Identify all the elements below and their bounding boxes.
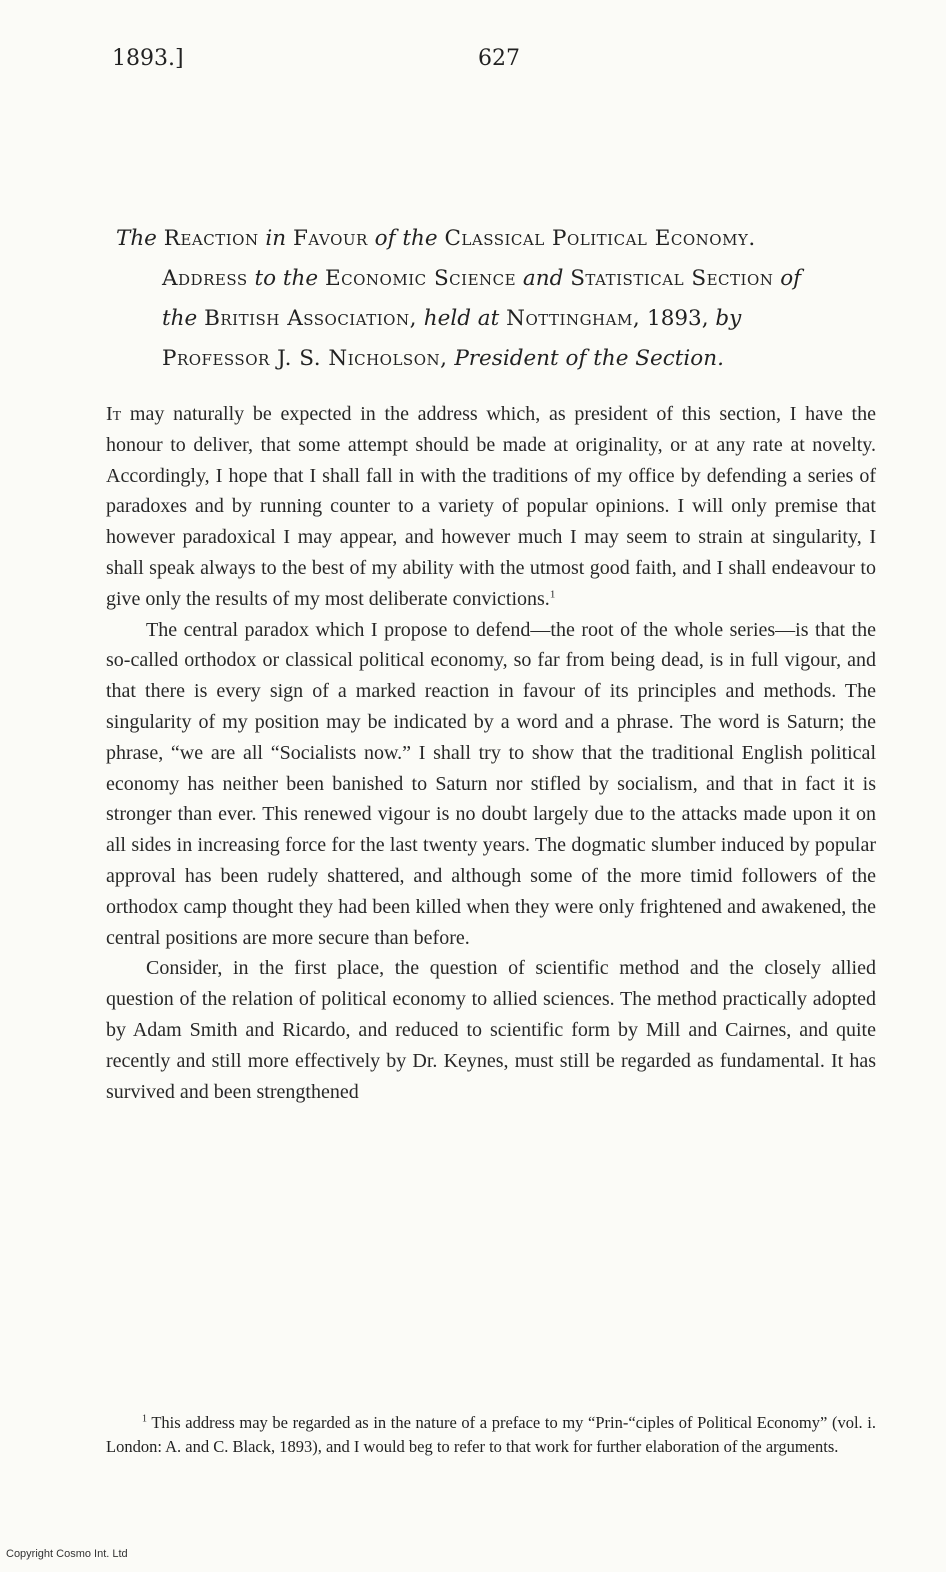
footnote-reference[interactable]: 1: [549, 588, 556, 601]
running-head: [112, 46, 876, 82]
body-text: [106, 399, 876, 1107]
page-number: 627: [478, 46, 520, 71]
title-line-4: Professor J. S. Nicholson, President of the Section.: [162, 346, 724, 371]
paragraph-3: Consider, in the first place, the question of scientific method and the closely allied question of the relation of political economy to allied sciences. The method practically adopted by Adam Smith and Ricardo, and reduced to scientific form by Mill and Cairnes, and quite recently and still more effectively by Dr. Keynes, must still be regarded as fundamental. It has survived and been strengthened: [106, 957, 876, 1103]
article-title: [116, 219, 886, 379]
footnote-marker: 1: [142, 1413, 147, 1425]
title-line-2: Address to the Economic Science and Statistical Section of: [162, 266, 802, 291]
paragraph-1: It may naturally be expected in the address which, as president of this section, I have the honour to deliver, that some attempt should be made at originality, or at any rate at novelty. Accordingly, I hope that I shall fall in with the traditions of my office by defending a series of paradoxes and by running counter to a variety of popular opinions. I will only premise that however paradoxical I may appear, and however much I may seem to strain at singularity, I shall speak always to the best of my ability with the utmost good faith, and I shall endeavour to give only the results of my most deliberate convictions.$^1$: [106, 403, 876, 610]
copyright-watermark: Copyright Cosmo Int. Ltd: [6, 1548, 128, 1560]
footnote-text: This address may be regarded as in the nature of a preface to my “Prin-“ciples of Political Economy” (vol. i. London: A. and C. Black, 1893), and I would beg to refer to that work for further elaboration of the arguments.: [106, 1413, 876, 1456]
footnote: [106, 1411, 876, 1459]
title-line-1: The Reaction in Favour of the Classical Political Economy.: [116, 226, 756, 251]
journal-year: 1893.]: [112, 46, 184, 71]
title-line-3: the British Association, held at Nottingham, 1893, by: [162, 306, 742, 331]
paragraph-2: The central paradox which I propose to defend—the root of the whole series—is that the so-called orthodox or classical political economy, so far from being dead, is in full vigour, and that there is every sign of a marked reaction in favour of its principles and methods. The singularity of my position may be indicated by a word and a phrase. The word is Saturn; the phrase, “we are all “Socialists now.” I shall try to show that the traditional English political economy has neither been banished to Saturn nor stifled by socialism, and that in fact it is stronger than ever. This renewed vigour is no doubt largely due to the attacks made upon it on all sides in increasing force for the last twenty years. The dogmatic slumber induced by popular approval has been rudely shattered, and although some of the more timid followers of the orthodox camp thought they had been killed when they were only frightened and awakened, the central positions are more secure than before.: [106, 618, 876, 949]
